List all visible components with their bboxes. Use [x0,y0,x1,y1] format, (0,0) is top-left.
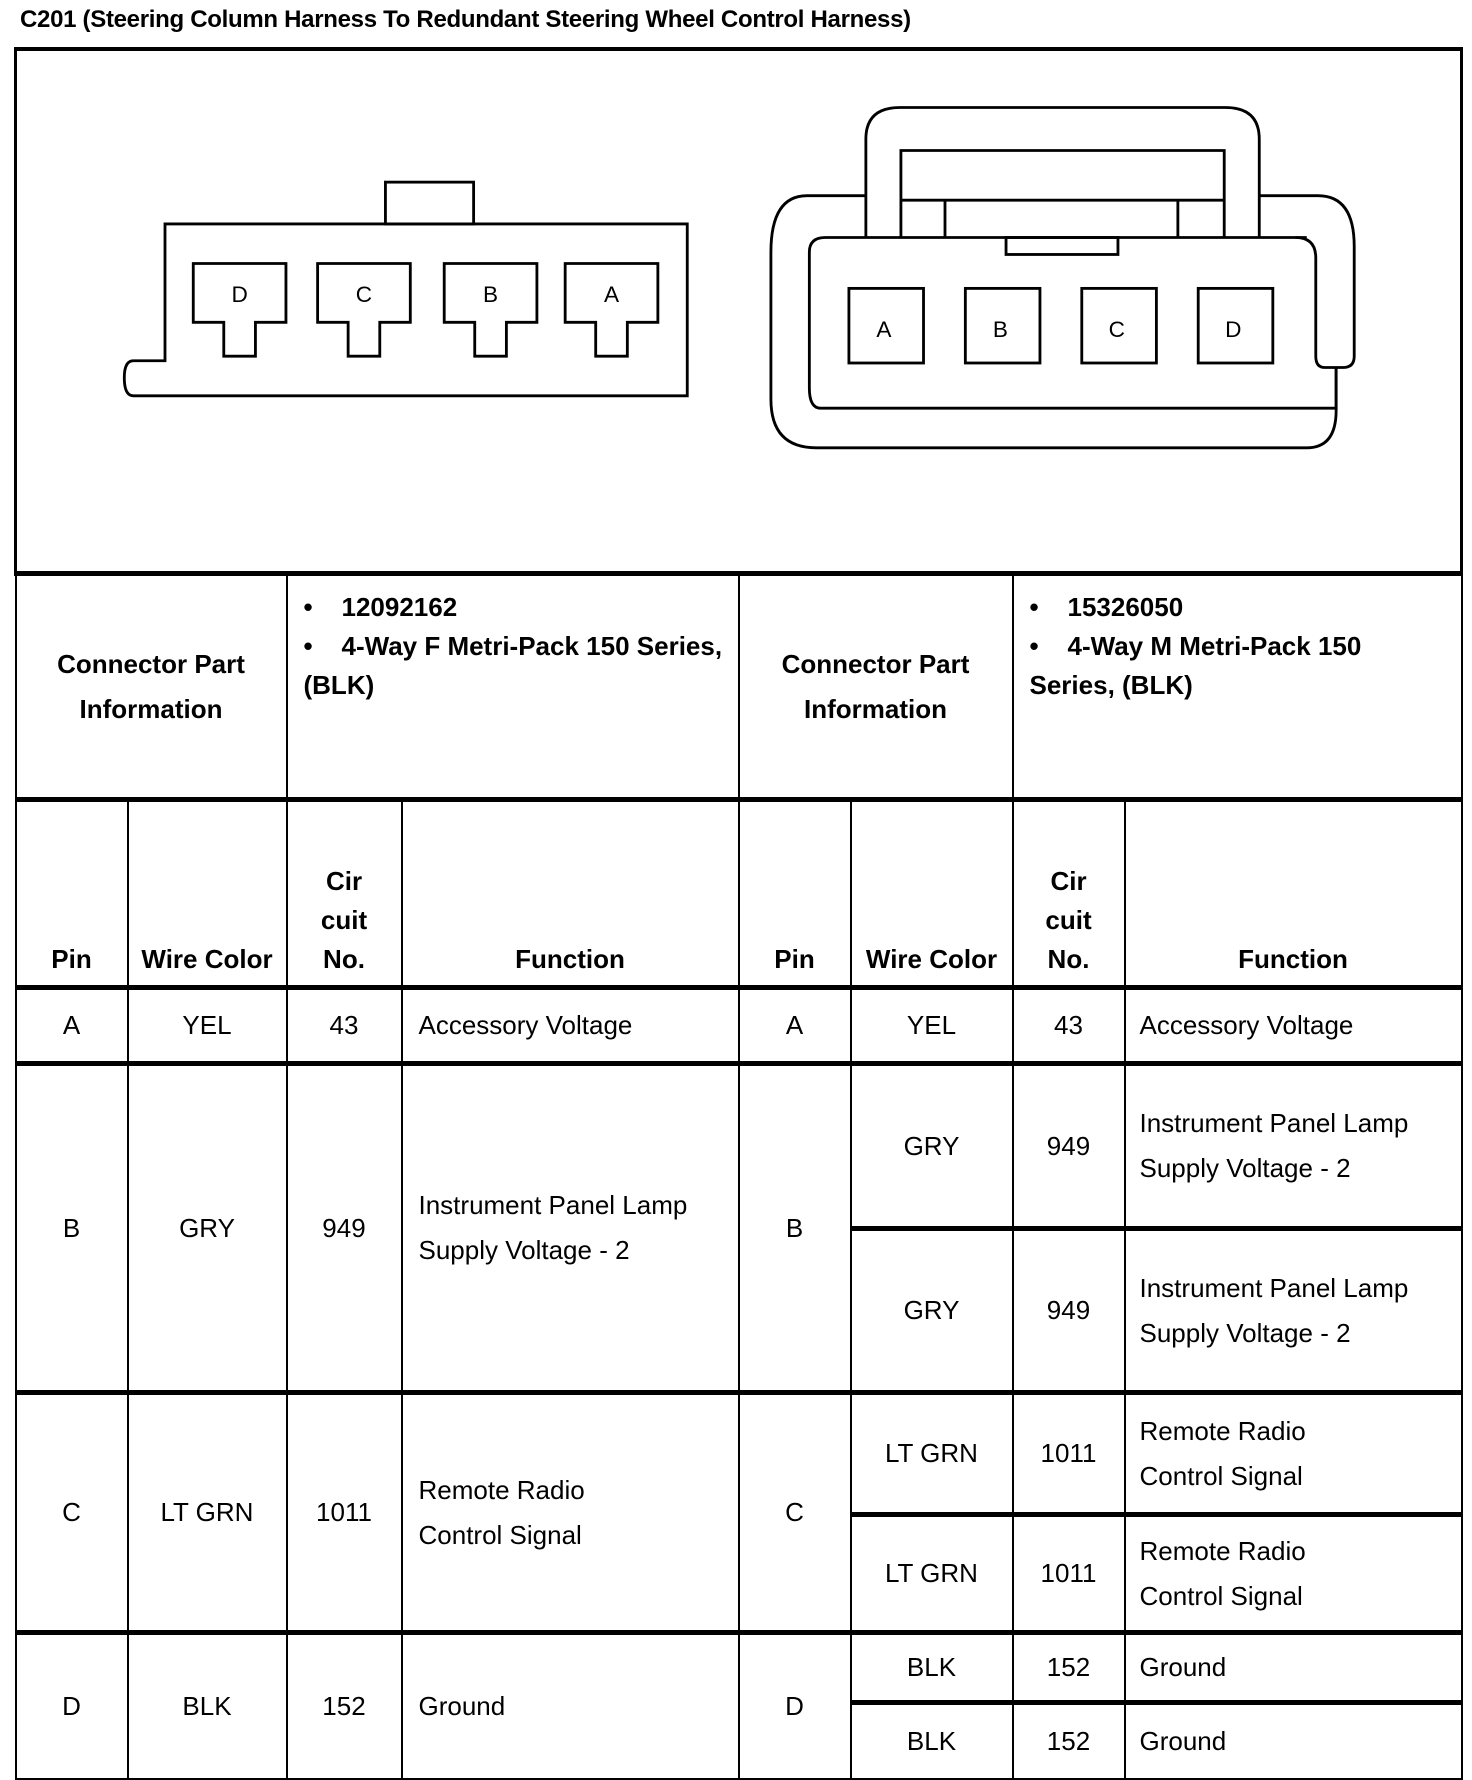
wire-color: LT GRN [851,1393,1013,1515]
function: Remote Radio Control Signal [402,1393,739,1633]
connector-part-info-left [287,574,739,800]
pin: A [16,988,128,1064]
pin: C [739,1393,851,1633]
table-row [16,1633,1462,1703]
wire-color: BLK [851,1703,1013,1779]
wire-color: BLK [851,1633,1013,1703]
table-row [16,988,1462,1064]
pin-label: D [231,281,248,307]
header-circuit: Cir cuit No. [287,800,402,988]
female-pin-cavity [444,264,537,357]
circuit: 1011 [1013,1393,1125,1515]
male-connector [771,108,1354,448]
pin: C [16,1393,128,1633]
function: Remote Radio Control Signal [1125,1515,1462,1633]
circuit: 949 [287,1064,402,1393]
header-wire-color: Wire Color [128,800,287,988]
circuit: 152 [1013,1703,1125,1779]
pin-label: C [1108,316,1125,342]
connector-part-info-right [1013,574,1462,800]
connector-drawing [17,51,1457,571]
header-wire-color: Wire Color [851,800,1013,988]
info-item: • 4-Way F Metri-Pack 150 Series, (BLK) [303,631,723,700]
header-pin: Pin [16,800,128,988]
female-pin-cavity [318,264,411,357]
circuit: 43 [287,988,402,1064]
wire-color: GRY [851,1064,1013,1229]
pin: A [739,988,851,1064]
pin-label: B [483,281,499,307]
female-connector [124,182,687,396]
header-function: Function [1125,800,1462,988]
wire-color: GRY [128,1064,287,1393]
wire-color: GRY [851,1229,1013,1393]
header-row [16,800,1462,988]
page-title: C201 (Steering Column Harness To Redundant Steering Wheel Control Harness) [20,6,911,33]
info-item: • 4-Way M Metri-Pack 150 Series, (BLK) [1029,631,1362,700]
function: Instrument Panel Lamp Supply Voltage - 2 [1125,1064,1462,1229]
male-pin-terminal [965,288,1040,363]
male-pin-terminal [1198,288,1273,363]
function: Ground [1125,1633,1462,1703]
wire-color: LT GRN [128,1393,287,1633]
pin: D [739,1633,851,1779]
connector-part-info-label-left [16,574,287,800]
circuit: 43 [1013,988,1125,1064]
pin: B [16,1064,128,1393]
wire-color: YEL [128,988,287,1064]
function: Instrument Panel Lamp Supply Voltage - 2 [402,1064,739,1393]
circuit: 949 [1013,1229,1125,1393]
info-label-text: Connector Part Information [57,648,245,724]
wire-color: LT GRN [851,1515,1013,1633]
function: Ground [402,1633,739,1779]
info-item: • 15326050 [1029,592,1184,622]
info-item: • 12092162 [303,592,458,622]
wire-color: BLK [128,1633,287,1779]
wire-color: YEL [851,988,1013,1064]
pin-label: A [603,281,620,307]
connector-table [14,47,1463,1780]
info-label-text: Connector Part Information [781,648,970,724]
function: Accessory Voltage [402,988,739,1064]
connector-diagram [16,49,1462,574]
pin-label: C [355,281,373,307]
connector-part-info-label-right [739,574,1013,800]
female-pin-cavity [193,264,286,357]
header-pin: Pin [739,800,851,988]
pin-label: B [992,316,1008,342]
circuit: 949 [1013,1064,1125,1229]
circuit: 1011 [1013,1515,1125,1633]
function: Accessory Voltage [1125,988,1462,1064]
female-pin-cavity [565,264,658,357]
table-row [16,1393,1462,1515]
pin: D [16,1633,128,1779]
male-pin-terminal [1082,288,1157,363]
pin: B [739,1064,851,1393]
male-pin-terminal [849,288,924,363]
table-row [16,1064,1462,1229]
function: Ground [1125,1703,1462,1779]
function: Instrument Panel Lamp Supply Voltage - 2 [1125,1229,1462,1393]
header-function: Function [402,800,739,988]
pin-label: D [1225,316,1242,342]
function: Remote Radio Control Signal [1125,1393,1462,1515]
pin-label: A [876,316,892,342]
circuit: 152 [1013,1633,1125,1703]
circuit: 152 [287,1633,402,1779]
header-circuit: Cir cuit No. [1013,800,1125,988]
circuit: 1011 [287,1393,402,1633]
